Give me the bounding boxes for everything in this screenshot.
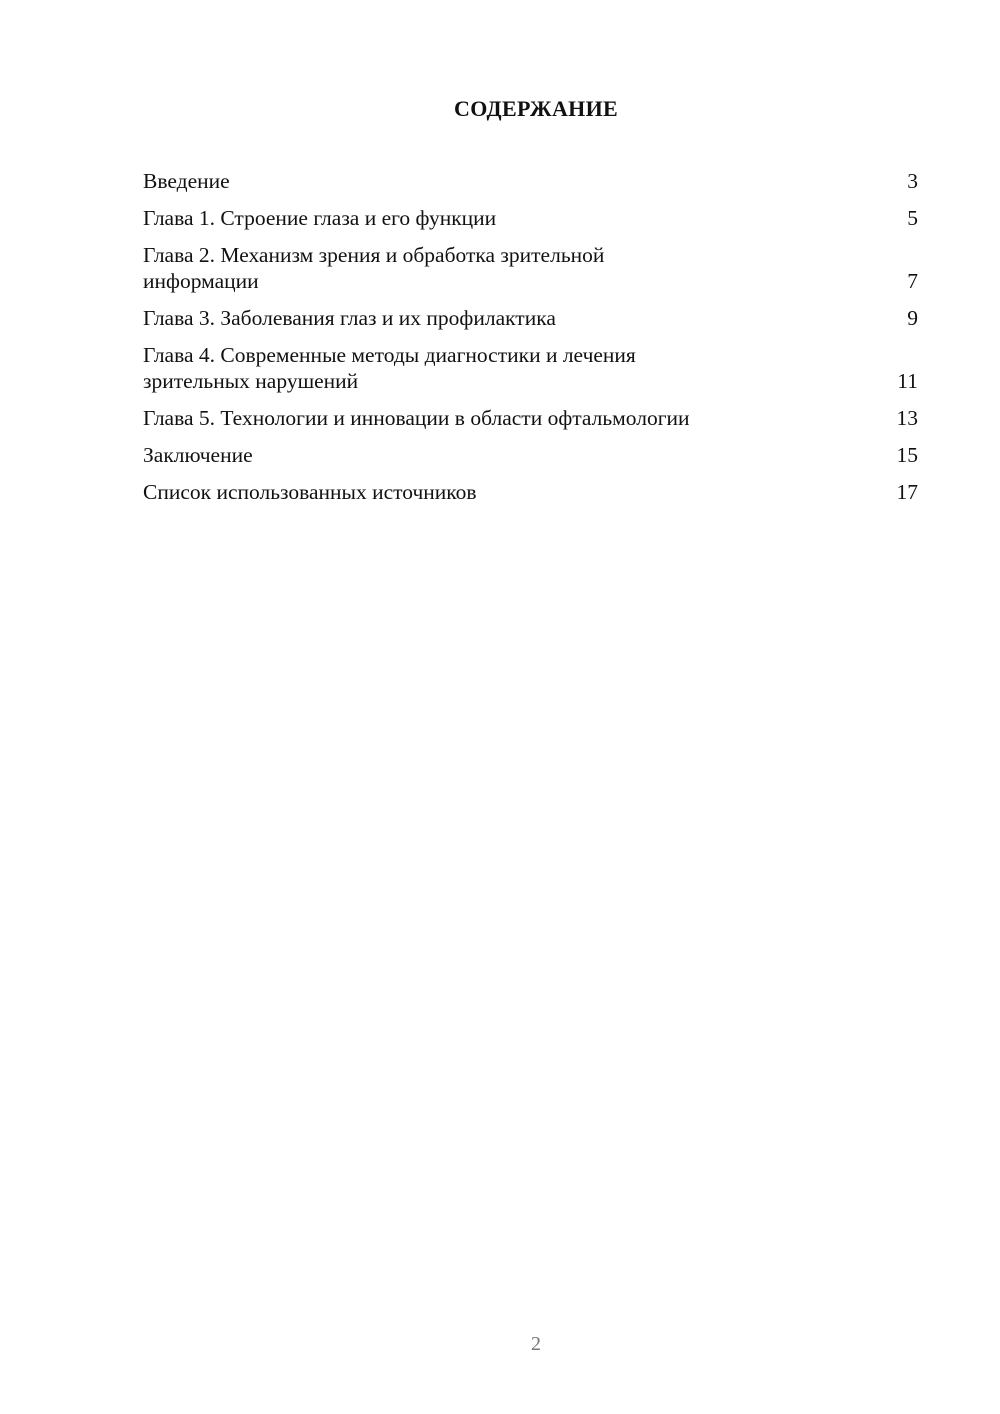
toc-entry [143,242,918,294]
toc-entry [143,405,918,431]
toc-entry-label: Глава 4. Современные методы диагностики и лечения зрительных нарушений [143,343,636,393]
toc-entry-page: 17 [896,480,918,504]
toc-entry-page: 3 [907,169,918,193]
toc-entry-label: Список использованных источников [143,480,477,504]
toc-entry-page: 13 [896,406,918,430]
toc-entry-page: 11 [897,369,918,393]
toc-entry-page: 7 [907,269,918,293]
toc-entry-page: 15 [896,443,918,467]
toc-entry-label: Заключение [143,443,253,467]
toc-entry-page: 5 [907,206,918,230]
toc-entry-label: Глава 1. Строение глаза и его функции [143,206,497,230]
table-of-contents [143,168,918,516]
page-title: СОДЕРЖАНИЕ [454,96,618,121]
toc-entry [143,168,918,194]
toc-entry [143,205,918,231]
toc-entry-page: 9 [907,306,918,330]
toc-entry-label: Глава 3. Заболевания глаз и их профилактика [143,306,556,330]
toc-entry [143,479,918,505]
page-number: 2 [531,1333,541,1355]
toc-entry-label: Глава 2. Механизм зрения и обработка зрительной информации [143,243,605,293]
toc-entry [143,342,918,394]
toc-entry [143,442,918,468]
toc-entry [143,305,918,331]
toc-entry-label: Введение [143,169,230,193]
toc-entry-label: Глава 5. Технологии и инновации в области офтальмологии [143,406,690,430]
